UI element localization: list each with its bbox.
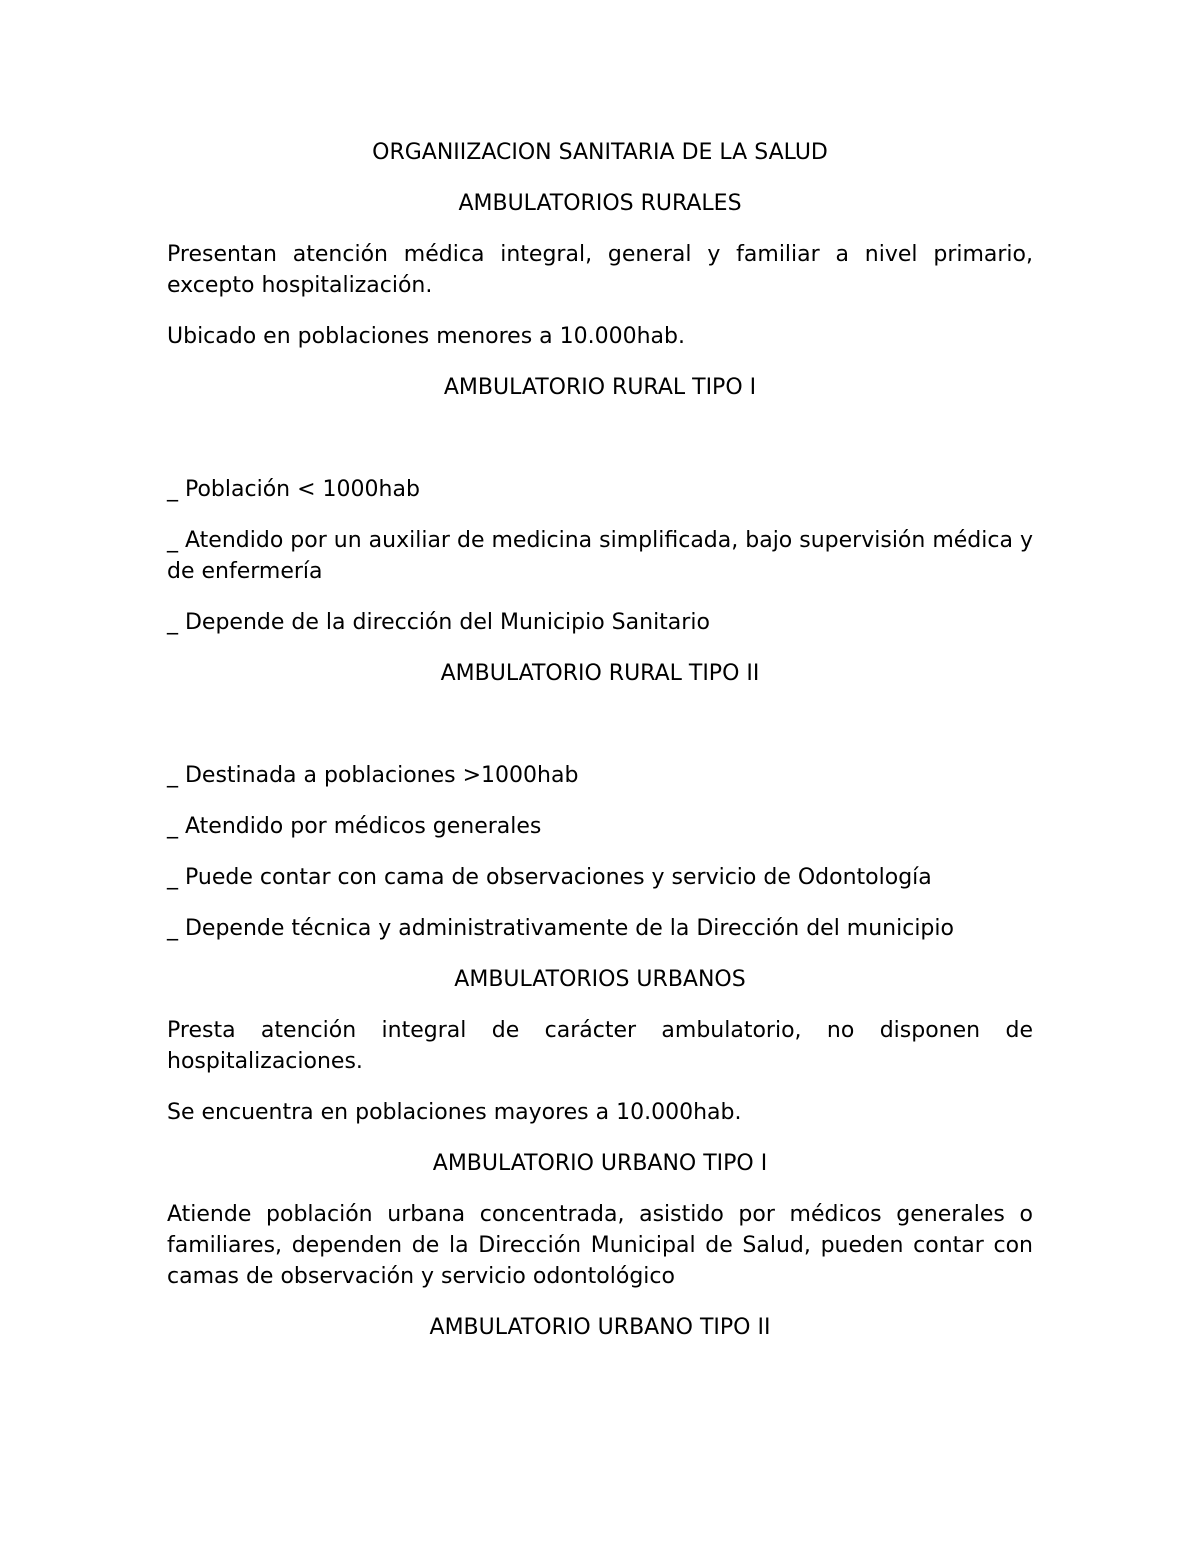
rural-tipo2-item: _ Depende técnica y administrativamente de la Dirección del municipio	[167, 916, 954, 941]
urban-heading: AMBULATORIOS URBANOS	[454, 967, 746, 992]
document-page	[167, 137, 1033, 1363]
urban-tipo2-heading: AMBULATORIO URBANO TIPO II	[429, 1315, 771, 1340]
rural-tipo1-item: _ Población < 1000hab	[167, 477, 420, 502]
rural-tipo1-item: _ Depende de la dirección del Municipio Sanitario	[167, 610, 710, 635]
rural-tipo2-item: _ Atendido por médicos generales	[167, 814, 542, 839]
document-title: ORGANIIZACION SANITARIA DE LA SALUD	[372, 140, 828, 165]
rural-location: Ubicado en poblaciones menores a 10.000hab.	[167, 324, 685, 349]
rural-tipo2-item: _ Destinada a poblaciones >1000hab	[167, 763, 579, 788]
rural-tipo2-item: _ Puede contar con cama de observaciones y servicio de Odontología	[167, 865, 932, 890]
urban-location: Se encuentra en poblaciones mayores a 10.000hab.	[167, 1100, 742, 1125]
spacer	[167, 709, 1033, 760]
rural-tipo1-item: _ Atendido por un auxiliar de medicina simplificada, bajo supervisión médica y de enfermería	[167, 528, 1033, 584]
rural-tipo1-heading: AMBULATORIO RURAL TIPO I	[443, 375, 757, 400]
urban-tipo1-heading: AMBULATORIO URBANO TIPO I	[432, 1151, 768, 1176]
urban-intro: Presta atención integral de carácter ambulatorio, no disponen de hospitalizaciones.	[167, 1018, 1033, 1074]
spacer	[167, 423, 1033, 474]
rural-intro: Presentan atención médica integral, general y familiar a nivel primario, excepto hospitalización.	[167, 242, 1033, 298]
rural-tipo2-heading: AMBULATORIO RURAL TIPO II	[440, 661, 760, 686]
rural-heading: AMBULATORIOS RURALES	[458, 191, 742, 216]
urban-tipo1-text: Atiende población urbana concentrada, asistido por médicos generales o familiares, dependen de la Dirección Municipal de Salud, pueden contar con camas de observación y servicio odontológico	[167, 1202, 1033, 1289]
